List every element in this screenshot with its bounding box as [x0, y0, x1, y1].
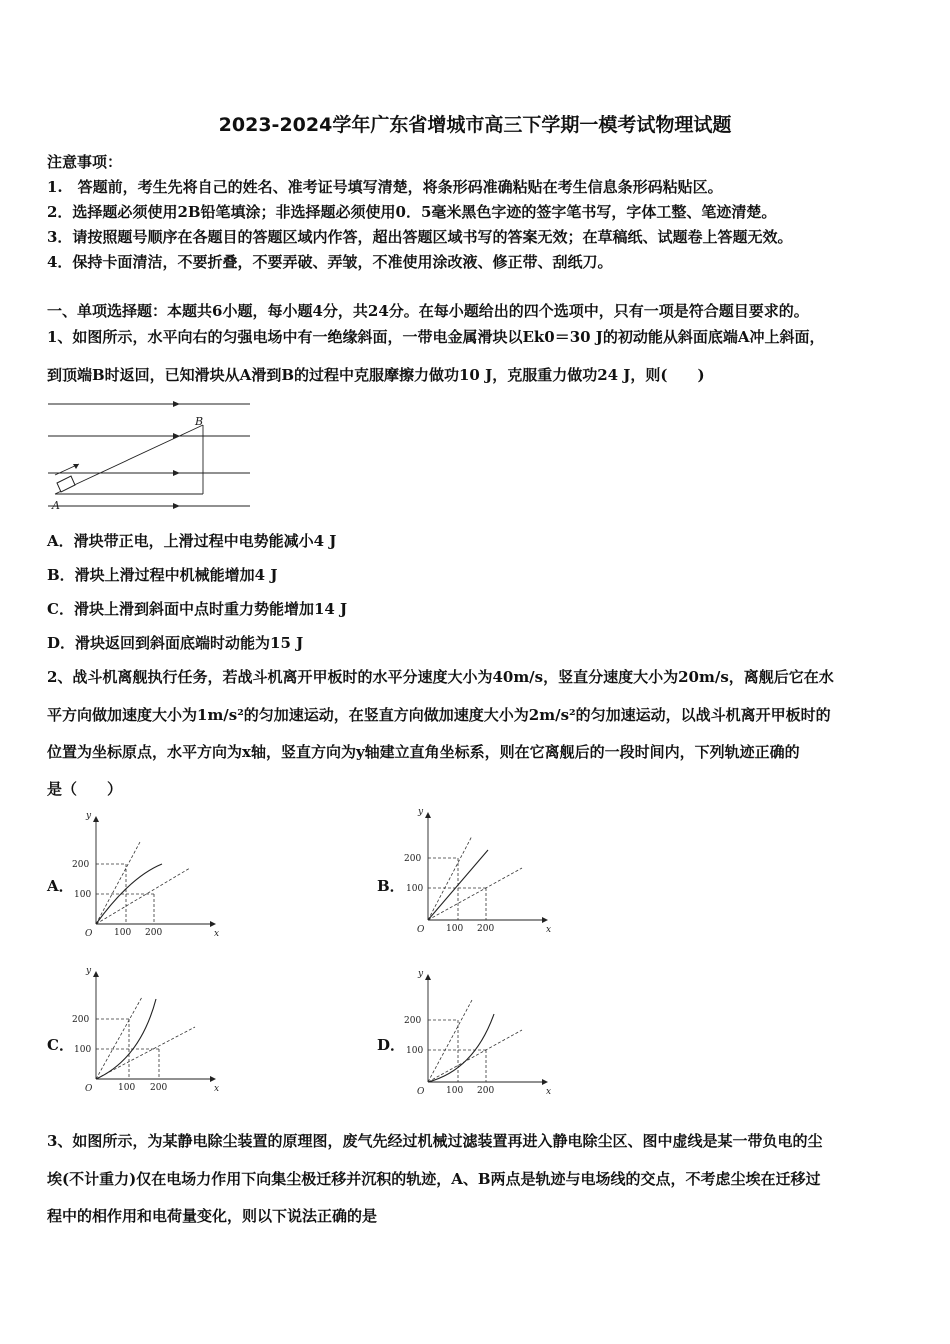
q2-stem-line: 位置为坐标原点，水平方向为x轴，竖直方向为y轴建立直角坐标系，则在它离舰后的一段时间内，下列轨迹正确的 — [47, 743, 800, 761]
figure-label: 200 — [145, 928, 163, 938]
figure-label: x — [214, 929, 220, 939]
notice-item: 2．选择题必须使用2B铅笔填涂；非选择题必须使用0．5毫米黑色字迹的签字笔书写，字体工整、笔迹清楚。 — [47, 203, 777, 221]
figure-label: 200 — [72, 1015, 90, 1025]
figure-label: 200 — [477, 924, 495, 934]
q1-label-b: B — [195, 415, 204, 428]
q1-option-d: D．滑块返回到斜面底端时动能为15 J — [47, 634, 304, 652]
figure-label: 100 — [406, 884, 424, 894]
figure-label: O — [85, 1084, 93, 1094]
figure-label: 100 — [74, 890, 92, 900]
q2-graph-b — [402, 808, 552, 933]
figure-label: 100 — [118, 1083, 136, 1093]
figure-label: O — [417, 925, 425, 935]
section-heading: 一、单项选择题：本题共6小题，每小题4分，共24分。在每小题给出的四个选项中，只有一项是符合题目要求的。 — [47, 302, 809, 320]
figure-label: 100 — [114, 928, 132, 938]
q2-option-b-label: B． — [377, 877, 405, 895]
q2-graph-d — [402, 970, 552, 1095]
figure-label: y — [418, 807, 424, 817]
q1-label-a: A — [52, 499, 60, 512]
q3-stem-line: 3、如图所示，为某静电除尘装置的原理图，废气先经过机械过滤装置再进入静电除尘区、图中虚线是某一带负电的尘 — [47, 1132, 823, 1150]
q1-option-c: C．滑块上滑到斜面中点时重力势能增加14 J — [47, 600, 348, 618]
figure-label: O — [85, 929, 93, 939]
figure-label: y — [86, 966, 92, 976]
q1-stem-line: 1、如图所示，水平向右的匀强电场中有一绝缘斜面，一带电金属滑块以Ek0＝30 J的初动能从斜面底端A冲上斜面， — [47, 328, 825, 346]
q2-graph-c — [70, 967, 220, 1092]
notice-item: 1. 答题前，考生先将自己的姓名、准考证号填写清楚，将条形码准确粘贴在考生信息条形码粘贴区。 — [47, 178, 723, 196]
page-title: 2023-2024学年广东省增城市高三下学期一模考试物理试题 — [218, 114, 732, 136]
q1-option-b: B．滑块上滑过程中机械能增加4 J — [47, 566, 278, 584]
figure-label: 100 — [406, 1046, 424, 1056]
figure-label: 100 — [74, 1045, 92, 1055]
figure-label: 200 — [404, 854, 422, 864]
q2-option-c-label: C． — [47, 1036, 74, 1054]
figure-label: x — [546, 925, 552, 935]
q2-option-a-label: A． — [47, 877, 74, 895]
figure-label: 100 — [446, 924, 464, 934]
q1-option-a: A．滑块带正电，上滑过程中电势能减小4 J — [47, 532, 337, 550]
q1-stem-line: 到顶端B时返回，已知滑块从A滑到B的过程中克服摩擦力做功10 J，克服重力做功24 J，则( ) — [47, 366, 705, 384]
q2-graph-a — [70, 812, 220, 937]
q2-stem-line: 是（ ） — [47, 780, 123, 798]
figure-label: x — [214, 1084, 220, 1094]
q2-stem-line: 2、战斗机离舰执行任务，若战斗机离开甲板时的水平分速度大小为40m/s，竖直分速度大小为20m/s，离舰后它在水 — [47, 668, 834, 686]
notice-item: 3．请按照题号顺序在各题目的答题区域内作答，超出答题区域书写的答案无效；在草稿纸、试题卷上答题无效。 — [47, 228, 793, 246]
q3-stem-line: 埃(不计重力)仅在电场力作用下向集尘极迁移并沉积的轨迹，A、B两点是轨迹与电场线的交点，不考虑尘埃在迁移过 — [47, 1170, 821, 1188]
figure-label: x — [546, 1087, 552, 1097]
notice-heading: 注意事项： — [47, 153, 123, 171]
q2-stem-line: 平方向做加速度大小为1m/s²的匀加速运动，在竖直方向做加速度大小为2m/s²的匀加速运动，以战斗机离开甲板时的 — [47, 706, 831, 724]
figure-label: y — [418, 969, 424, 979]
figure-label: y — [86, 811, 92, 821]
q1-incline-figure — [45, 398, 257, 514]
figure-label: 100 — [446, 1086, 464, 1096]
figure-label: 200 — [150, 1083, 168, 1093]
notice-item: 4．保持卡面清洁，不要折叠，不要弄破、弄皱，不准使用涂改液、修正带、刮纸刀。 — [47, 253, 613, 271]
figure-label: 200 — [404, 1016, 422, 1026]
figure-label: O — [417, 1087, 425, 1097]
q3-stem-line: 程中的相作用和电荷量变化，则以下说法正确的是 — [47, 1207, 378, 1225]
figure-label: 200 — [477, 1086, 495, 1096]
q2-option-d-label: D． — [377, 1036, 406, 1054]
figure-label: 200 — [72, 860, 90, 870]
